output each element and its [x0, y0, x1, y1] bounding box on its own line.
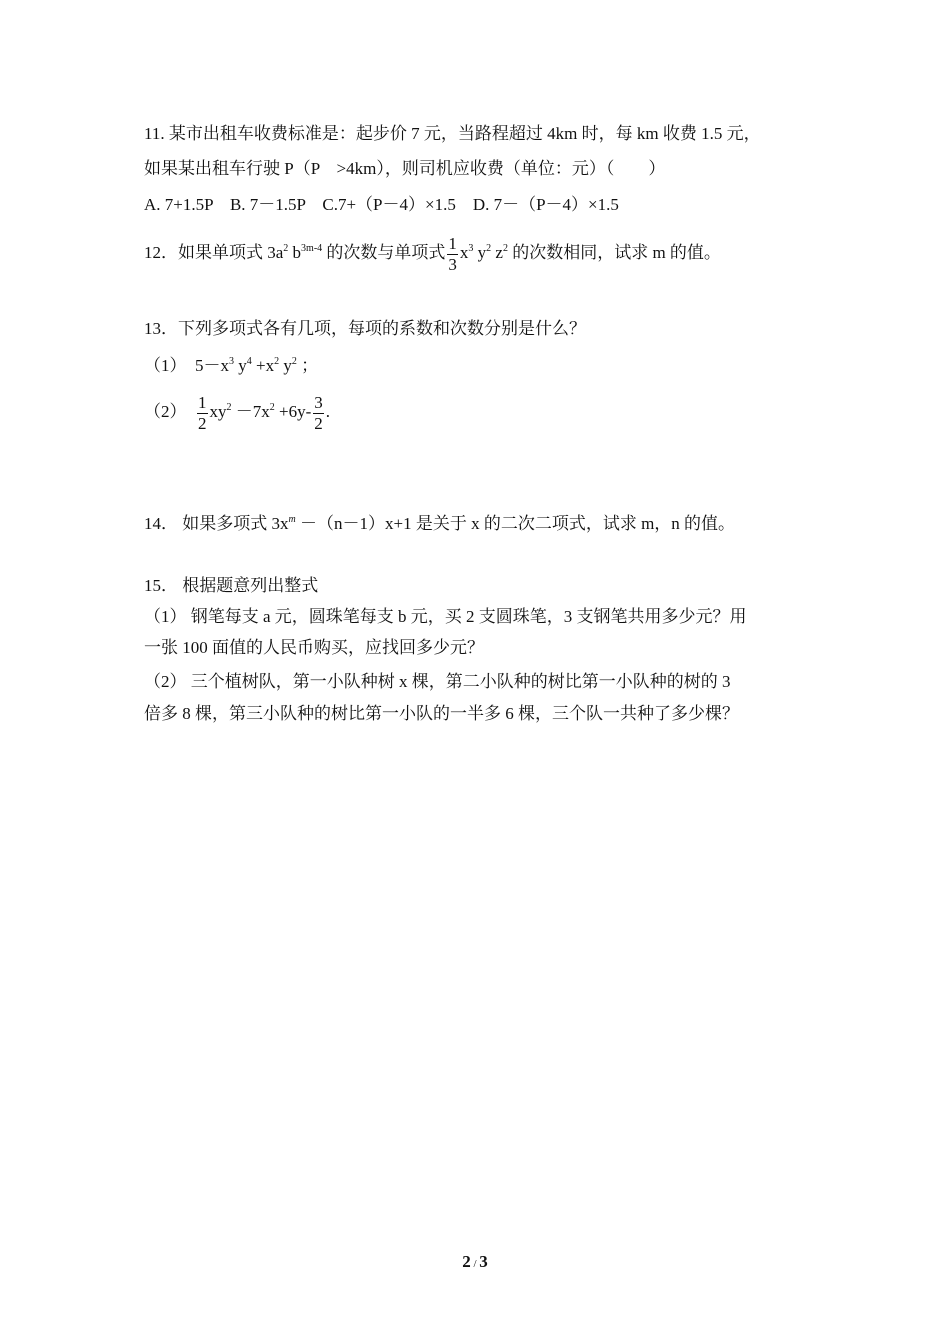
q13-p1-d: y	[279, 356, 292, 375]
q14-suffix: －（n－1）x+1 是关于 x 的二次二项式，试求 m，n 的值。	[295, 514, 736, 533]
q12-exp-y: 2	[486, 243, 492, 254]
q12-exp-z: 2	[502, 243, 508, 254]
q13-p2-label: （2）	[144, 402, 187, 421]
page-total: 3	[479, 1252, 488, 1271]
q15-title: 15． 根据题意列出整式	[144, 576, 319, 595]
q13-p1-exp1: 3	[229, 356, 234, 367]
q11-line1: 11. 某市出租车收费标准是：起步价 7 元，当路程超过 4km 时，每 km 收费 1.5 元，	[144, 124, 761, 143]
q12-suffix: 的次数相同，试求 m 的值。	[507, 243, 721, 262]
q13-p1-exp2: 4	[246, 356, 252, 367]
q12-middle: 的次数与单项式	[322, 243, 446, 262]
q13-p2-exp2: 2	[269, 402, 275, 413]
page-number	[0, 1252, 950, 1272]
q12-fraction	[447, 234, 458, 275]
q13-p1-end: ；	[296, 356, 319, 375]
q15-p2-line2: 倍多 8 棵，第三小队种的树比第一小队的一半多 6 棵，三个队一共种了多少棵？	[144, 704, 739, 723]
q12-frac-den: 3	[448, 254, 457, 274]
q13-p1-c: +x	[251, 356, 275, 375]
q13-p2-exp1: 2	[226, 402, 232, 413]
q13-p1-b: y	[234, 356, 247, 375]
q12-prefix: 12．如果单项式 3a	[144, 243, 284, 262]
q13-p1-exp4: 2	[291, 356, 297, 367]
q12-exp-b: 3m-4	[301, 243, 323, 254]
q13-p2-b: －7x	[231, 402, 270, 421]
q13-p2-a: xy	[209, 402, 227, 421]
q13-title: 13．下列多项式各有几项，每项的系数和次数分别是什么？	[144, 319, 586, 338]
q15-p1-line2: 一张 100 面值的人民币购买，应找回多少元？	[144, 638, 484, 657]
q15-p1-line1: （1） 钢笔每支 a 元，圆珠笔每支 b 元，买 2 支圆珠笔，3 支钢笔共用多少元？用	[144, 607, 747, 626]
page-separator: /	[470, 1258, 480, 1270]
q14-prefix: 14． 如果多项式 3x	[144, 514, 289, 533]
q13-p1-label: （1）	[144, 356, 187, 375]
q13-p1-exp3: 2	[274, 356, 280, 367]
q12-b-part: b	[288, 243, 302, 262]
q13-p2-frac2	[313, 393, 324, 434]
q12-y-part: y	[473, 243, 487, 262]
page-current: 2	[462, 1252, 471, 1271]
q12-exp-x: 3	[468, 243, 474, 254]
q15-p2-line1: （2） 三个植树队，第一小队种树 x 棵，第二小队种的树比第一小队种的树的 3	[144, 672, 731, 691]
q13-p2-frac1-num: 1	[198, 392, 207, 412]
q14-exp-m: m	[288, 514, 296, 525]
q13-p2-frac2-num: 3	[314, 392, 323, 412]
q13-p2-c: +6y-	[274, 402, 312, 421]
q13-p1-a: 5－x	[195, 356, 229, 375]
q11-options: A. 7+1.5P B. 7－1.5P C.7+（P－4）×1.5 D. 7－（P－4）×1.5	[144, 195, 619, 214]
q12-exp-a: 2	[283, 243, 289, 254]
q13-p2-end: .	[325, 402, 330, 421]
q13-p2-frac1	[197, 393, 208, 434]
q14-line	[144, 508, 735, 536]
q12-line	[144, 229, 721, 275]
q12-x-part: x	[459, 243, 469, 262]
q12-z-part: z	[491, 243, 503, 262]
q13-p2-frac1-den: 2	[198, 413, 207, 433]
q11-line2: 如果某出租车行驶 P（P >4km），则司机应收费（单位：元）（ ）	[144, 159, 666, 178]
q13-part1	[144, 350, 318, 378]
q13-p2-frac2-den: 2	[314, 413, 323, 433]
q12-frac-num: 1	[448, 233, 457, 253]
q13-part2	[144, 386, 330, 434]
